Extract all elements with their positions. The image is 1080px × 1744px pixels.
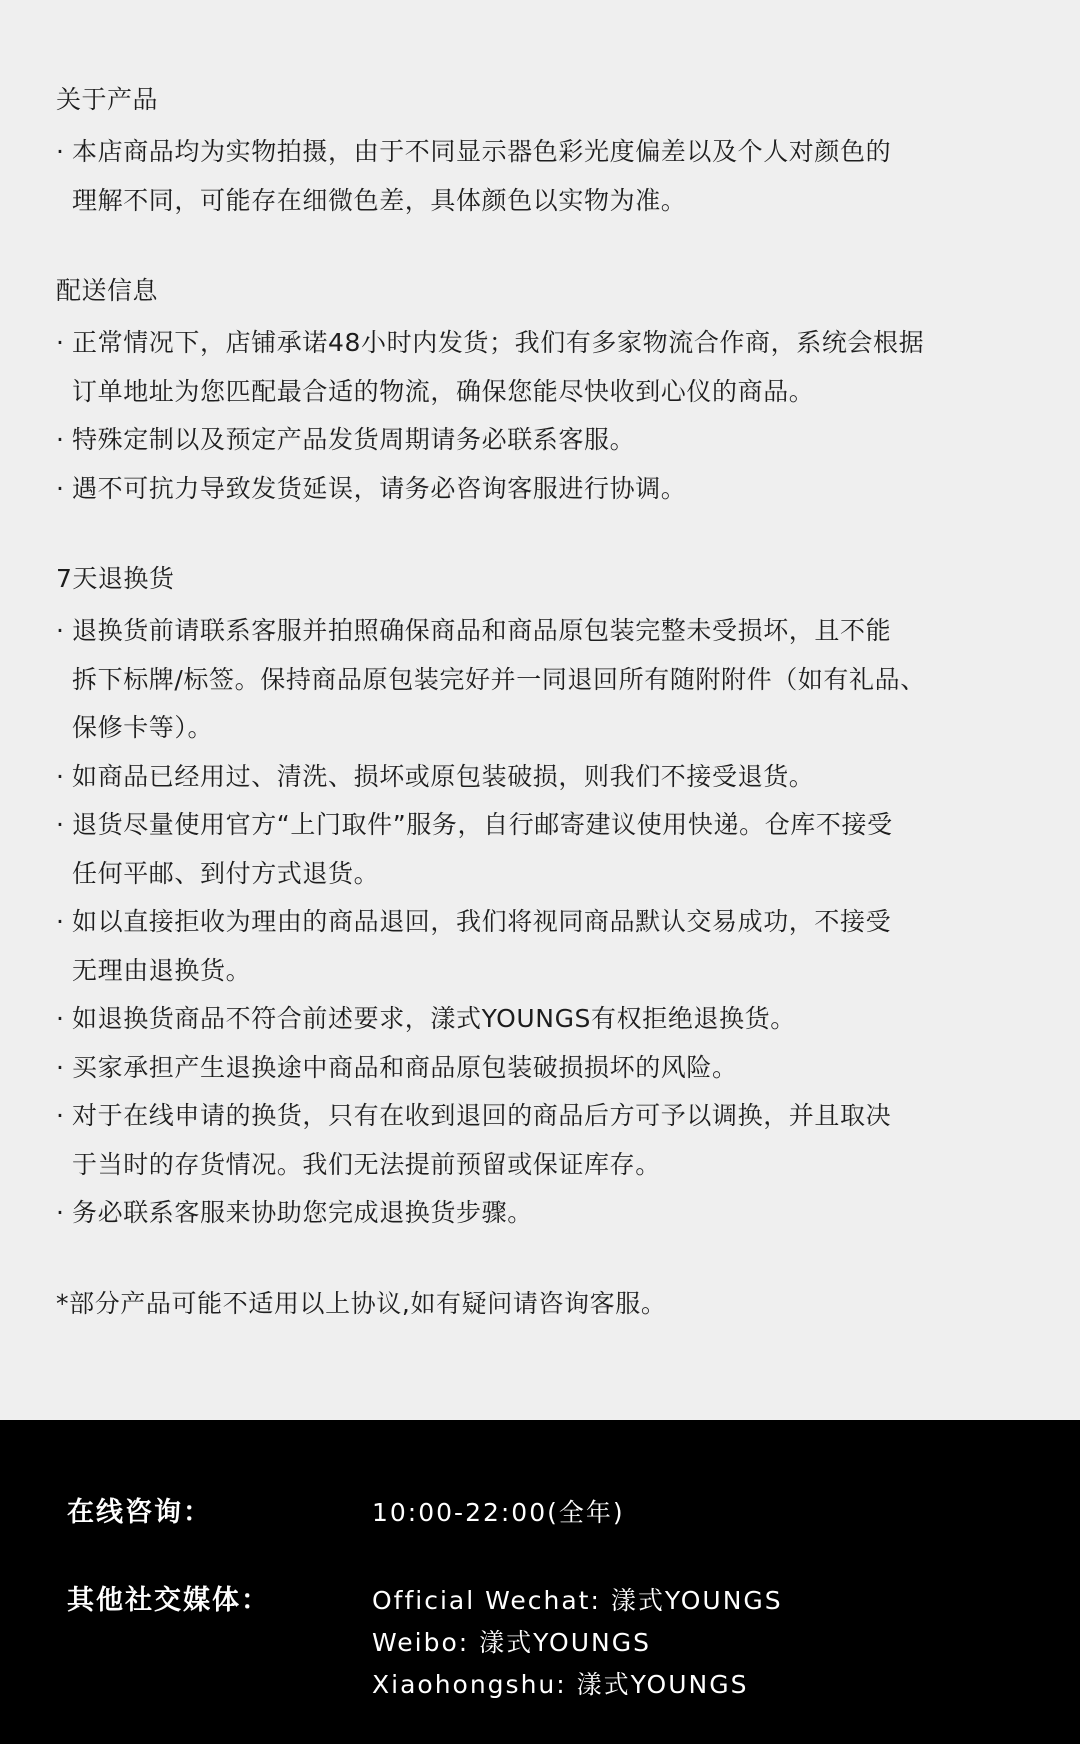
list-item-text: 正常情况下，店铺承诺48小时内发货；我们有多家物流合作商，系统会根据 订单地址为您匹配最合适的物流，确保您能尽快收到心仪的商品。 bbox=[72, 328, 925, 406]
consult-hours-text: 10:00-22:00(全年) bbox=[372, 1498, 625, 1527]
bullet: · bbox=[56, 473, 65, 503]
social-weibo: Weibo: 漾式YOUNGS bbox=[372, 1628, 651, 1657]
list-item bbox=[56, 607, 1040, 753]
section-about-product bbox=[56, 82, 1040, 225]
social-wechat: Official Wechat: 漾式YOUNGS bbox=[372, 1586, 783, 1615]
disclaimer-note: *部分产品可能不适用以上协议,如有疑问请咨询客服。 bbox=[56, 1288, 667, 1318]
bullet: · bbox=[56, 616, 65, 645]
bullet: · bbox=[56, 1004, 65, 1033]
section-title: 关于产品 bbox=[56, 85, 159, 114]
list-item-text: 退货尽量使用官方“上门取件”服务，自行邮寄建议使用快递。仓库不接受 任何平邮、到付方式退货。 bbox=[72, 810, 893, 888]
consult-label-text: 在线咨询： bbox=[67, 1497, 212, 1528]
list-item bbox=[56, 995, 1040, 1044]
section-returns bbox=[56, 561, 1040, 1238]
bullet: · bbox=[56, 907, 65, 936]
list-item-text: 遇不可抗力导致发货延误，请务必咨询客服进行协调。 bbox=[72, 473, 687, 503]
list-item-text: 如退换货商品不符合前述要求，漾式YOUNGS有权拒绝退换货。 bbox=[72, 1004, 796, 1033]
list-item bbox=[56, 416, 1040, 465]
list-item-text: 买家承担产生退换途中商品和商品原包装破损损坏的风险。 bbox=[72, 1052, 738, 1082]
list-item bbox=[56, 128, 1040, 225]
bullet: · bbox=[56, 1101, 65, 1130]
list-item bbox=[56, 1044, 1040, 1093]
section-title: 7天退换货 bbox=[56, 564, 175, 593]
bullet: · bbox=[56, 1198, 65, 1227]
list-item bbox=[56, 319, 1040, 416]
list-item-text: 务必联系客服来协助您完成退换货步骤。 bbox=[72, 1198, 533, 1227]
consult-hours bbox=[372, 1492, 625, 1534]
bullet: · bbox=[56, 810, 65, 839]
list-item bbox=[56, 898, 1040, 995]
list-item-text: 本店商品均为实物拍摄，由于不同显示器色彩光度偏差以及个人对颜色的 理解不同，可能存在细微色差，具体颜色以实物为准。 bbox=[72, 137, 892, 215]
list-item-text: 退换货前请联系客服并拍照确保商品和商品原包装完整未受损坏，且不能 拆下标牌/标签。保持商品原包装完好并一同退回所有随附附件（如有礼品、 保修卡等）。 bbox=[72, 616, 926, 742]
list-item bbox=[56, 465, 1040, 514]
list-item bbox=[56, 753, 1040, 802]
list-item bbox=[56, 1092, 1040, 1189]
section-delivery-info bbox=[56, 273, 1040, 513]
footer bbox=[0, 1420, 1080, 1744]
list-item bbox=[56, 1189, 1040, 1238]
bullet: · bbox=[56, 328, 65, 357]
bullet: · bbox=[56, 1052, 65, 1082]
bullet: · bbox=[56, 425, 65, 454]
list-item-text: 对于在线申请的换货，只有在收到退回的商品后方可予以调换，并且取决 于当时的存货情况。我们无法提前预留或保证库存。 bbox=[72, 1101, 892, 1179]
social-xiaohongshu: Xiaohongshu: 漾式YOUNGS bbox=[372, 1670, 749, 1699]
list-item bbox=[56, 801, 1040, 898]
section-title: 配送信息 bbox=[56, 276, 159, 305]
consult-label bbox=[67, 1492, 367, 1534]
list-item-text: 特殊定制以及预定产品发货周期请务必联系客服。 bbox=[72, 425, 636, 454]
bullet: · bbox=[56, 761, 65, 791]
social-label-text: 其他社交媒体： bbox=[67, 1585, 270, 1616]
list-item-text: 如商品已经用过、清洗、损坏或原包装破损，则我们不接受退货。 bbox=[72, 761, 815, 791]
social-label bbox=[67, 1580, 367, 1622]
list-item-text: 如以直接拒收为理由的商品退回，我们将视同商品默认交易成功，不接受 无理由退换货。 bbox=[72, 907, 892, 985]
social-list bbox=[372, 1580, 783, 1706]
bullet: · bbox=[56, 137, 65, 166]
